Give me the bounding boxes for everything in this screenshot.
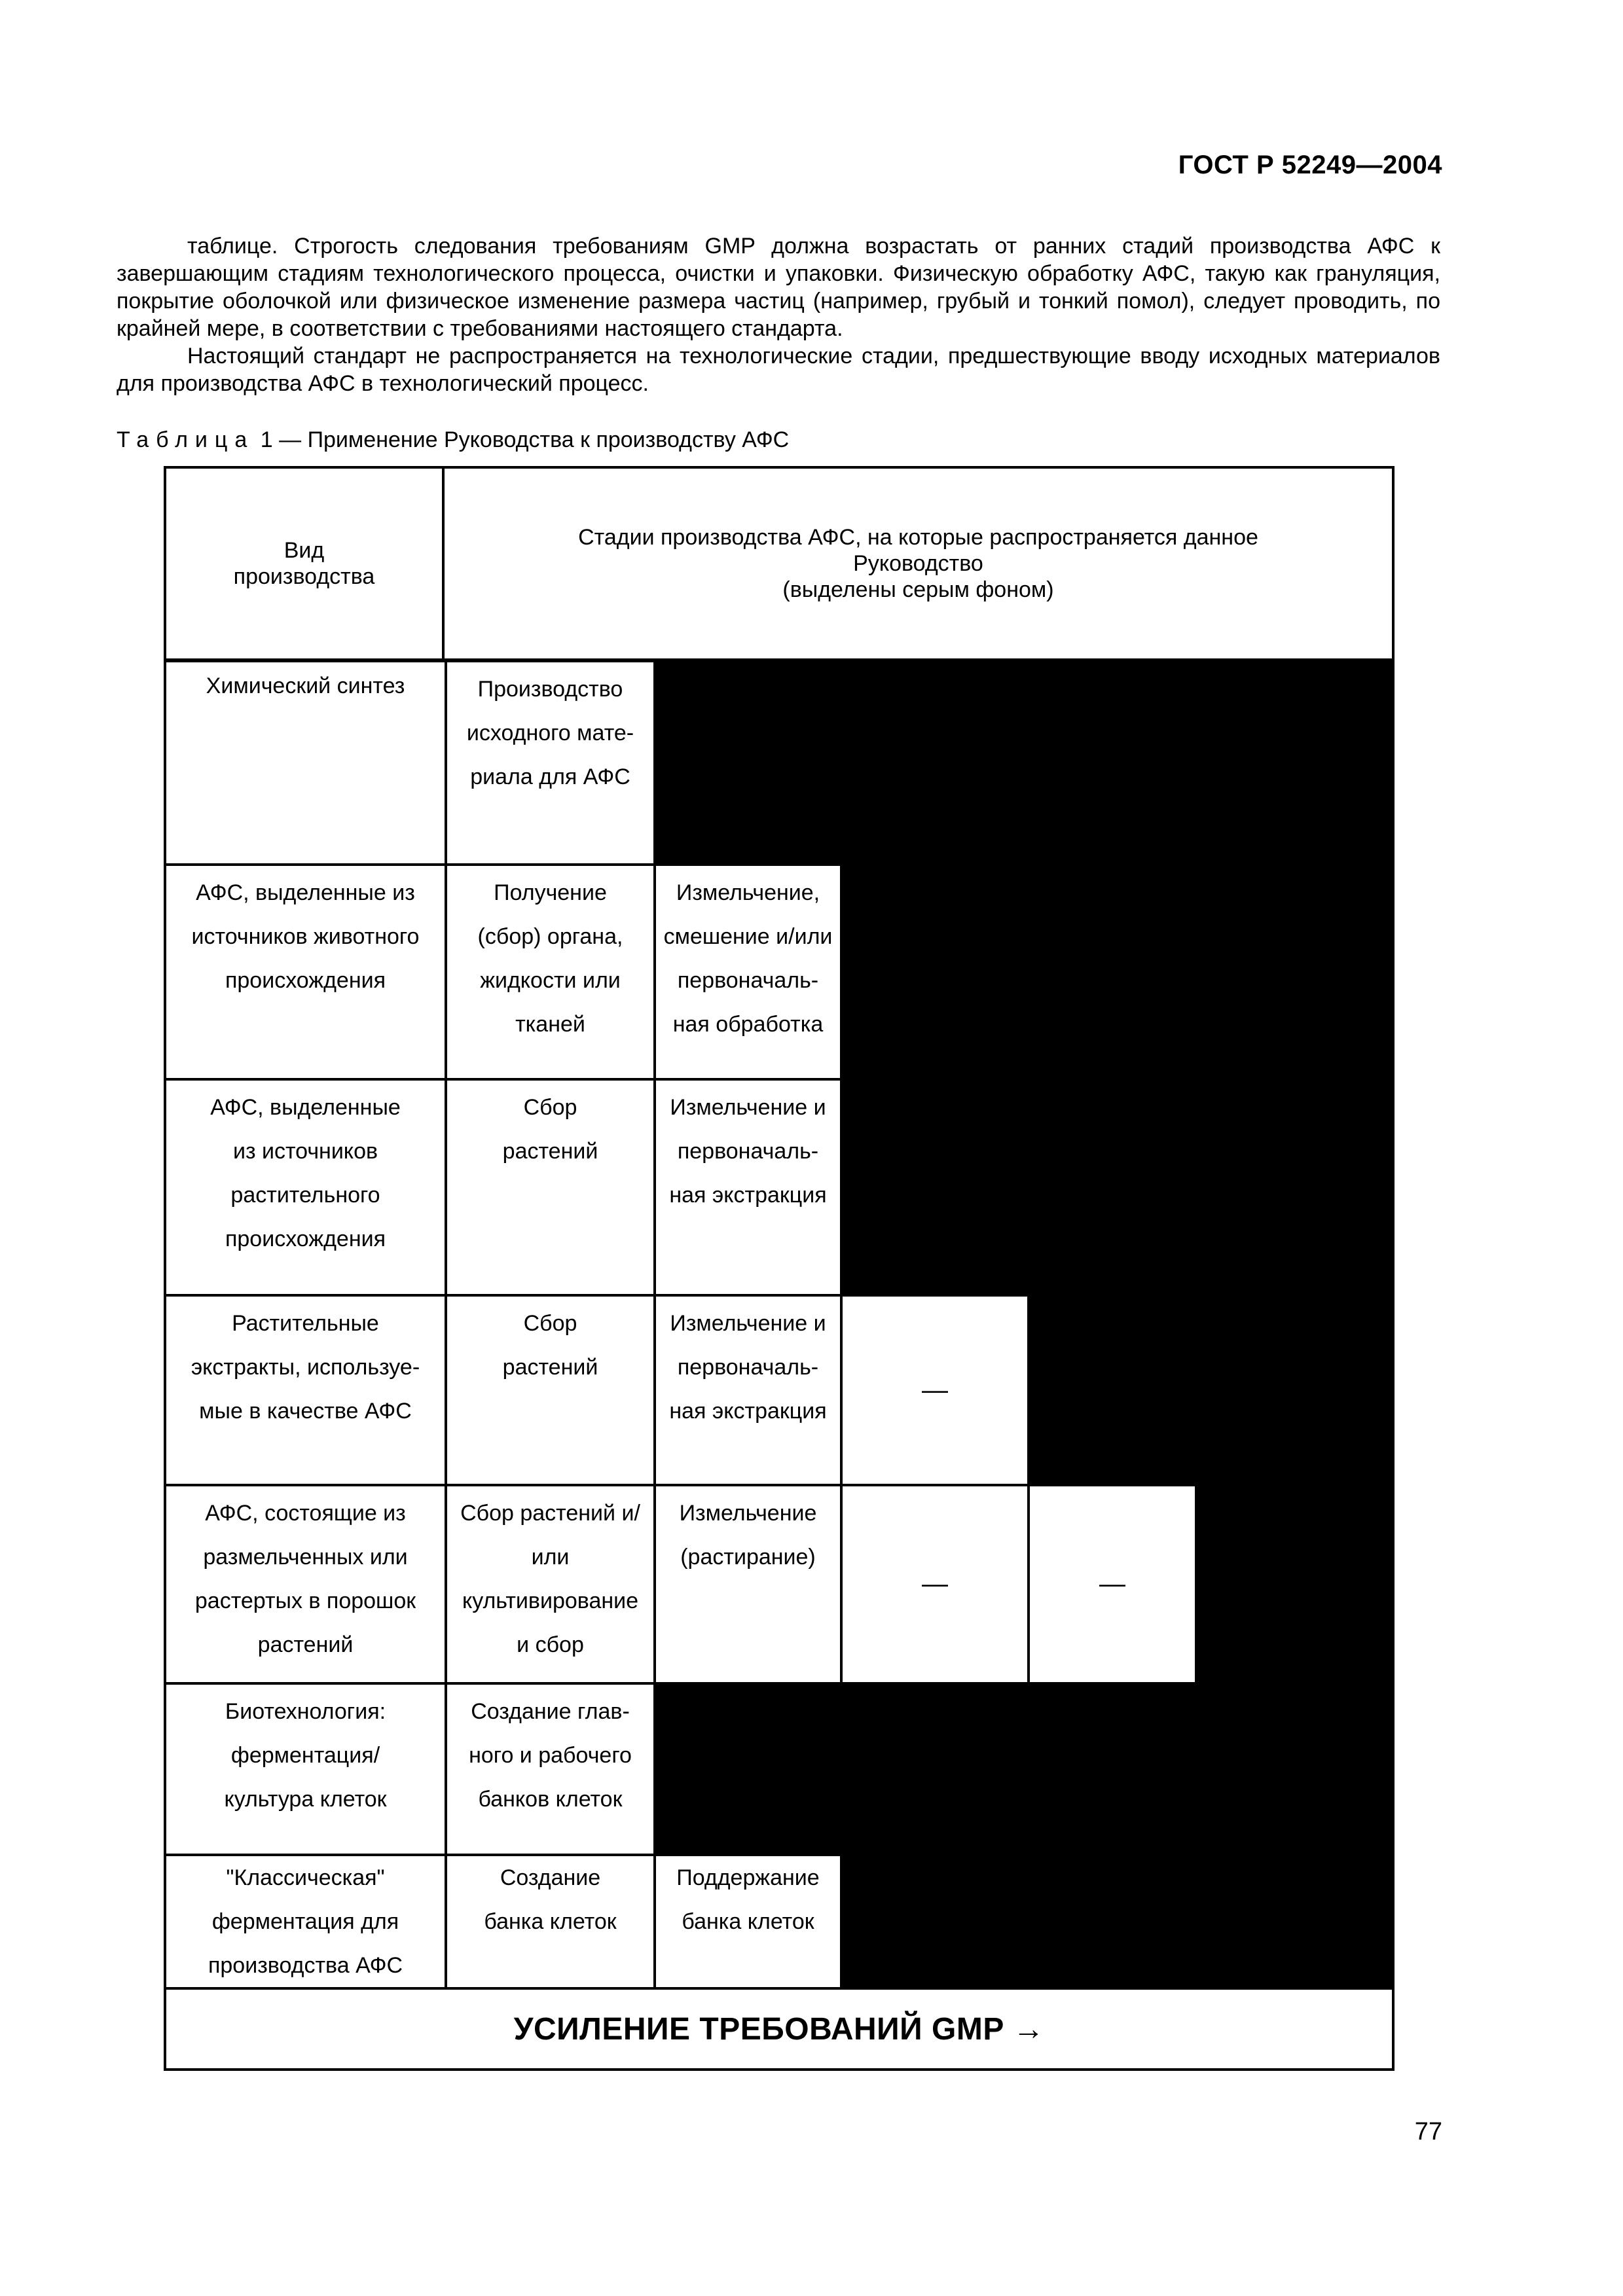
stage-cell-dash: —	[1030, 1486, 1197, 1685]
stage-cell-dash: —	[843, 1486, 1030, 1685]
stage-cell: Измельчение и первоначаль- ная экстракция	[656, 1297, 843, 1486]
header-stages-line-1: Стадии производства АФС, на которые распространяется данное	[578, 525, 1258, 550]
document-code: ГОСТ Р 52249—2004	[1178, 151, 1442, 179]
gmp-application-table	[164, 466, 1395, 2071]
stage-cell: Сбор растений и/или культивирование и сбор	[447, 1486, 656, 1685]
table-header	[166, 469, 1392, 658]
row-type-plant-extracts: Растительные экстракты, используе- мые в качестве АФС	[166, 1297, 447, 1486]
stage-cell: Создание глав- ного и рабочего банков клеток	[447, 1685, 656, 1856]
stage-cell: Производство исходного мате- риала для АФС	[447, 662, 656, 866]
stage-cell: Сбор растений	[447, 1297, 656, 1486]
row-type-classic-fermentation: "Классическая" ферментация для производства АФС	[166, 1856, 447, 1987]
row-type-chemical-synthesis: Химический синтез	[166, 662, 447, 866]
intro-paragraph-2: Настоящий стандарт не распространяется на технологические стадии, предшествующие вводу исходных материалов для производства АФС в технологический процесс.	[117, 344, 1440, 396]
header-stages-line-3: (выделены серым фоном)	[782, 577, 1054, 602]
stage-cell: Создание банка клеток	[447, 1856, 656, 1987]
stage-cell: Измельчение и первоначаль- ная экстракция	[656, 1081, 843, 1297]
row-type-plant-sources: АФС, выделенные из источников растительного происхождения	[166, 1081, 447, 1297]
row-type-biotechnology: Биотехнология: ферментация/ культура клеток	[166, 1685, 447, 1856]
header-production-type: Вид производства	[166, 469, 445, 658]
row-type-animal-sources: АФС, выделенные из источников животного происхождения	[166, 866, 447, 1081]
table-caption-label: Таблица	[117, 427, 255, 452]
stage-cell: Сбор растений	[447, 1081, 656, 1297]
header-stages	[445, 469, 1392, 658]
stage-cell: Поддержание банка клеток	[656, 1856, 843, 1987]
page-number: 77	[1414, 2118, 1442, 2145]
table-caption	[117, 426, 789, 454]
stage-cell: Измельчение, смешение и/или первоначаль- ная обработка	[656, 866, 843, 1081]
stage-cell: Получение (сбор) органа, жидкости или тканей	[447, 866, 656, 1081]
stage-cell-dash: —	[843, 1297, 1030, 1486]
table-caption-text: 1 — Применение Руководства к производству АФС	[260, 427, 790, 452]
gmp-requirements-footer: УСИЛЕНИЕ ТРЕБОВАНИЙ GMP →	[166, 1987, 1392, 2068]
header-stages-line-2: Руководство	[853, 551, 983, 576]
stage-cell: Измельчение (растирание)	[656, 1486, 843, 1685]
intro-paragraph-1: таблице. Строгость следования требованиям GMP должна возрастать от ранних стадий производства АФС к завершающим стадиям технологического процесса, очистки и упаковки. Физическую обработку АФС, такую как грануляция, покрытие оболочкой или физическое изменение размера частиц (например, грубый и тонкий помол), следует проводить, по крайней мере, в соответствии с требованиями настоящего стандарта.	[117, 234, 1440, 341]
row-type-powdered-plants: АФС, состоящие из размельченных или растертых в порошок растений	[166, 1486, 447, 1685]
